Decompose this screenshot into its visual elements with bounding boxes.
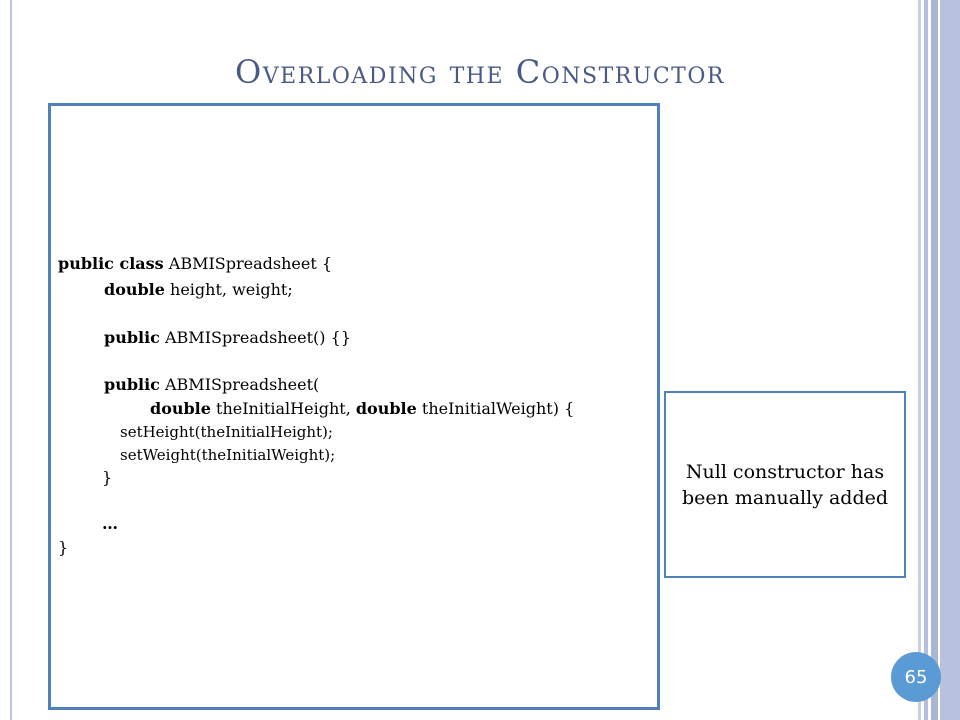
- code-line: }: [102, 468, 113, 487]
- left-decorative-rule: [10, 0, 12, 720]
- code-line: }: [58, 538, 69, 557]
- code-keyword: public: [104, 328, 160, 347]
- code-keyword: public class: [58, 254, 164, 273]
- code-line: [150, 399, 574, 419]
- code-keyword: public: [104, 375, 160, 394]
- code-text: ABMISpreadsheet() {}: [159, 328, 351, 347]
- right-decorative-stripe: [931, 0, 938, 720]
- right-decorative-stripe: [940, 0, 960, 720]
- code-line: setWeight(theInitialWeight);: [120, 446, 336, 464]
- right-decorative-stripe: [918, 0, 921, 720]
- code-keyword: double: [150, 399, 211, 418]
- code-line: [104, 328, 351, 348]
- code-text: ABMISpreadsheet {: [163, 254, 333, 273]
- slide-title: Overloading the Constructor: [235, 53, 725, 91]
- code-text: theInitialHeight,: [210, 399, 356, 418]
- callout-box: [664, 391, 906, 578]
- code-keyword: double: [104, 280, 165, 299]
- code-keyword: double: [355, 399, 417, 418]
- code-text: height, weight;: [164, 280, 293, 299]
- code-line: [104, 375, 319, 395]
- callout-text: Null constructor has been manually added: [681, 460, 889, 509]
- code-line: [58, 254, 332, 274]
- right-decorative-stripe: [924, 0, 928, 720]
- code-text: ABMISpreadsheet(: [159, 375, 320, 394]
- page-number-badge: 65: [891, 652, 941, 702]
- code-line: …: [102, 514, 118, 533]
- code-line: [104, 280, 293, 300]
- code-line: setHeight(theInitialHeight);: [120, 423, 333, 441]
- code-text: theInitialWeight) {: [416, 399, 575, 418]
